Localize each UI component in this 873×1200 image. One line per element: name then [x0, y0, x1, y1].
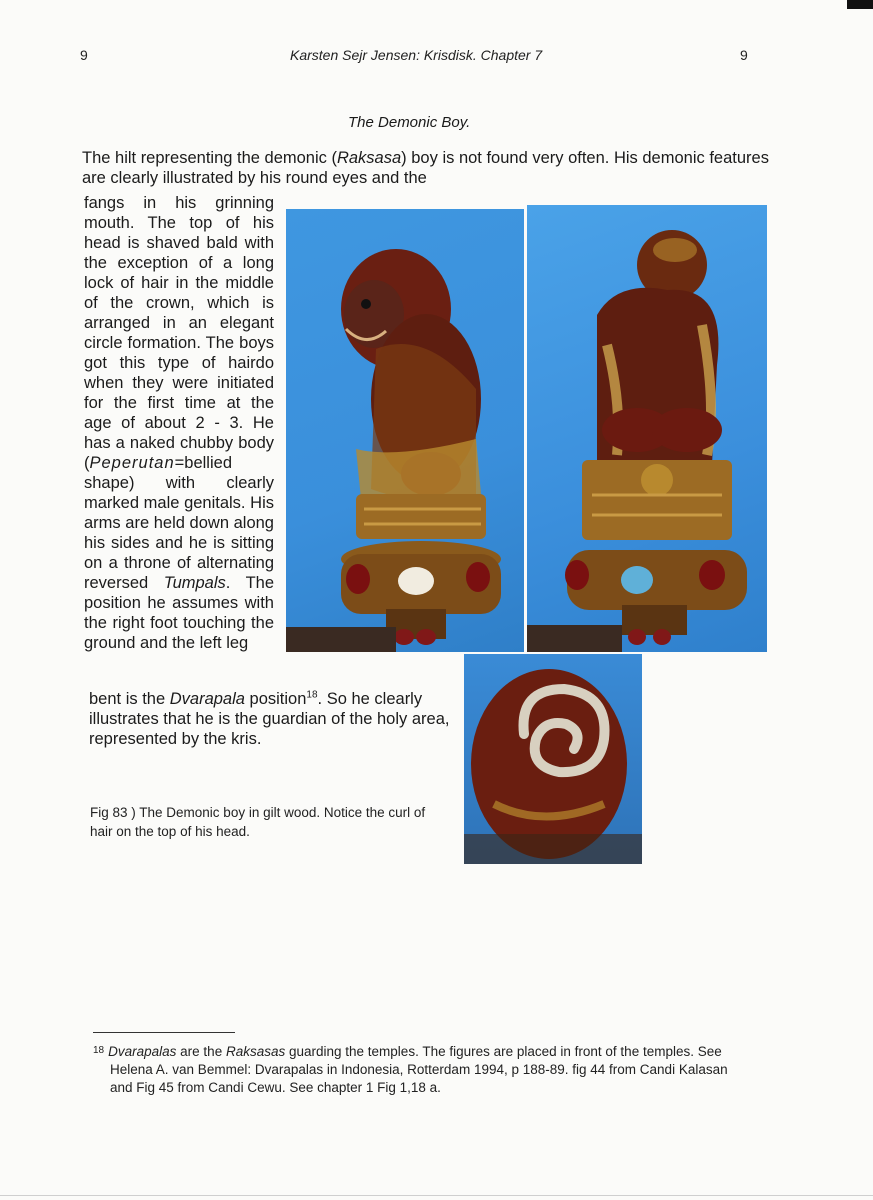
intro-paragraph: [82, 148, 782, 188]
scan-corner-mark: [847, 0, 873, 9]
footnote-ref[interactable]: 18: [306, 689, 318, 701]
photo-hilt-back: [527, 205, 767, 652]
intro-text-2: ) boy is not found very often. His demonic features are clearly illustrated by his round eyes and the: [82, 149, 769, 187]
photo-hilt-front: [286, 209, 524, 652]
narrow-column-text: [84, 193, 274, 653]
narrow-text-3: . The position he assumes with the right foot touching the ground and the left leg: [84, 574, 274, 652]
narrow-text-1: fangs in his grinning mouth. The top of his head is shaved bald with the exception of a long lock of hair in the middle of the crown, which is arranged in an elegant circle formation. The boys got this type of hairdo when they were initiated for the first time at the age of about 2 - 3. He has a naked chubby body (: [84, 194, 274, 472]
footnote-text-1: are the: [176, 1044, 226, 1059]
term-tumpals: Tumpals: [163, 574, 226, 592]
photo-hair-curl: [464, 654, 642, 864]
term-dvarapalas: Dvarapalas: [108, 1044, 177, 1059]
narrow-text-2: =bellied shape) with clearly marked male genitals. His arms are held down along his sides and he is sitting on a throne of alternating reversed: [84, 454, 274, 592]
tail-paragraph: [89, 689, 459, 749]
scan-bottom-edge: [0, 1195, 873, 1196]
footnote-divider: [93, 1032, 235, 1033]
footnote-line-3: and Fig 45 from Candi Cewu. See chapter 1 Fig 1,18 a.: [110, 1080, 441, 1095]
term-raksasas: Raksasas: [225, 1044, 286, 1059]
tail-text-2: position: [244, 690, 307, 708]
term-raksasa: Raksasa: [336, 149, 402, 167]
footnote-text-2: guarding the temples. The figures are placed in front of the temples. See: [285, 1044, 722, 1059]
page-number-right: 9: [740, 47, 748, 63]
running-header: Karsten Sejr Jensen: Krisdisk. Chapter 7: [290, 47, 543, 63]
tail-text-1: bent is the: [89, 690, 170, 708]
intro-text-1: The hilt representing the demonic (: [82, 149, 337, 167]
section-title: The Demonic Boy.: [348, 114, 471, 131]
term-dvarapala: Dvarapala: [169, 690, 245, 708]
tail-text-3: . So he clearly illustrates that he is the guardian of the holy area, represented by the kris.: [89, 690, 450, 748]
footnote: [93, 1042, 773, 1097]
footnote-number: 18: [93, 1045, 105, 1056]
footnote-line-2: Helena A. van Bemmel: Dvarapalas in Indonesia, Rotterdam 1994, p 188-89. fig 44 from Candi Kalasan: [110, 1062, 728, 1077]
figure-caption: Fig 83 ) The Demonic boy in gilt wood. Notice the curl of hair on the top of his head.: [90, 805, 426, 839]
term-peperutan: Peperutan: [89, 454, 175, 472]
page-number-left: 9: [80, 47, 88, 63]
